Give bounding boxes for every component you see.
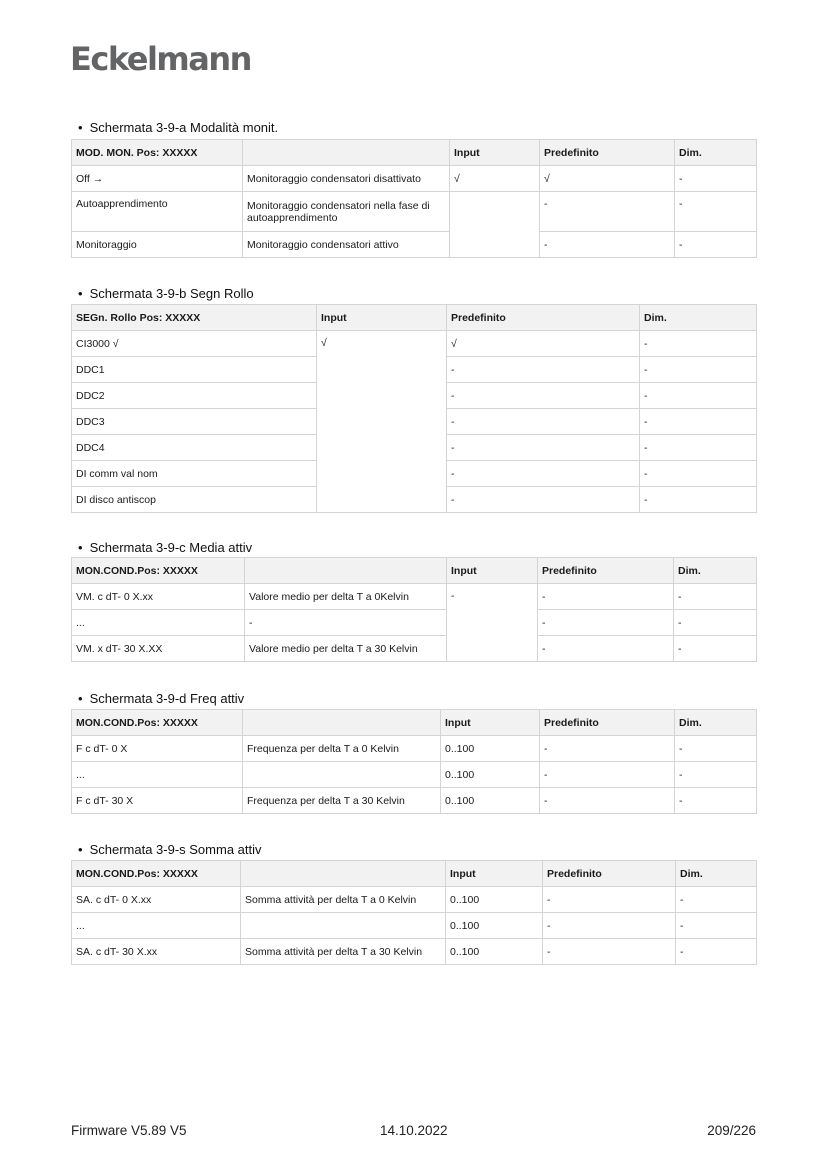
- table-row: VM. c dT- 0 X.xx Valore medio per delta T a 0Kelvin - - -: [72, 584, 757, 610]
- table-row: DDC1 - -: [72, 357, 757, 383]
- table-3-9-c: [71, 557, 757, 662]
- footer-firmware: Firmware V5.89 V5: [71, 1123, 187, 1138]
- table-header-row: SEGn. Rollo Pos: XXXXX Input Predefinito Dim.: [72, 305, 757, 331]
- table-header-row: MOD. MON. Pos: XXXXX Input Predefinito Dim.: [72, 140, 757, 166]
- table-3-9-s: [71, 860, 757, 965]
- table-row: DDC2 - -: [72, 383, 757, 409]
- table-row: ... 0..100 - -: [72, 762, 757, 788]
- section-heading-a: • Schermata 3-9-a Modalità monit.: [78, 120, 279, 135]
- table-row: VM. x dT- 30 X.XX Valore medio per delta T a 30 Kelvin - -: [72, 636, 757, 662]
- table-header-row: MON.COND.Pos: XXXXX Input Predefinito Dim.: [72, 861, 757, 887]
- footer-date: 14.10.2022: [380, 1123, 448, 1138]
- table-row: Autoapprendimento Monitoraggio condensatori nella fase di autoapprendimento - -: [72, 192, 757, 232]
- table-header-row: MON.COND.Pos: XXXXX Input Predefinito Dim.: [72, 558, 757, 584]
- table-row: DDC3 - -: [72, 409, 757, 435]
- table-3-9-d: [71, 709, 757, 814]
- table-row: Off → Monitoraggio condensatori disattivato √ √ -: [72, 166, 757, 192]
- table-header-row: MON.COND.Pos: XXXXX Input Predefinito Dim.: [72, 710, 757, 736]
- footer-page-number: 209/226: [707, 1123, 756, 1138]
- table-row: ... - - -: [72, 610, 757, 636]
- section-heading-s: • Schermata 3-9-s Somma attiv: [78, 842, 262, 857]
- table-row: F c dT- 30 X Frequenza per delta T a 30 Kelvin 0..100 - -: [72, 788, 757, 814]
- table-row: DI comm val nom - -: [72, 461, 757, 487]
- section-heading-b: • Schermata 3-9-b Segn Rollo: [78, 286, 254, 301]
- table-row: Monitoraggio Monitoraggio condensatori attivo - -: [72, 232, 757, 258]
- table-3-9-b: [71, 304, 757, 513]
- section-heading-d: • Schermata 3-9-d Freq attiv: [78, 691, 245, 706]
- table-3-9-a: [71, 139, 757, 258]
- table-row: SA. c dT- 0 X.xx Somma attività per delta T a 0 Kelvin 0..100 - -: [72, 887, 757, 913]
- table-row: SA. c dT- 30 X.xx Somma attività per delta T a 30 Kelvin 0..100 - -: [72, 939, 757, 965]
- table-row: DDC4 - -: [72, 435, 757, 461]
- table-row: DI disco antiscop - -: [72, 487, 757, 513]
- table-row: F c dT- 0 X Frequenza per delta T a 0 Kelvin 0..100 - -: [72, 736, 757, 762]
- table-row: CI3000 √ √ √ -: [72, 331, 757, 357]
- company-logo: Eckelmann: [70, 40, 251, 78]
- table-row: ... 0..100 - -: [72, 913, 757, 939]
- section-heading-c: • Schermata 3-9-c Media attiv: [78, 540, 253, 555]
